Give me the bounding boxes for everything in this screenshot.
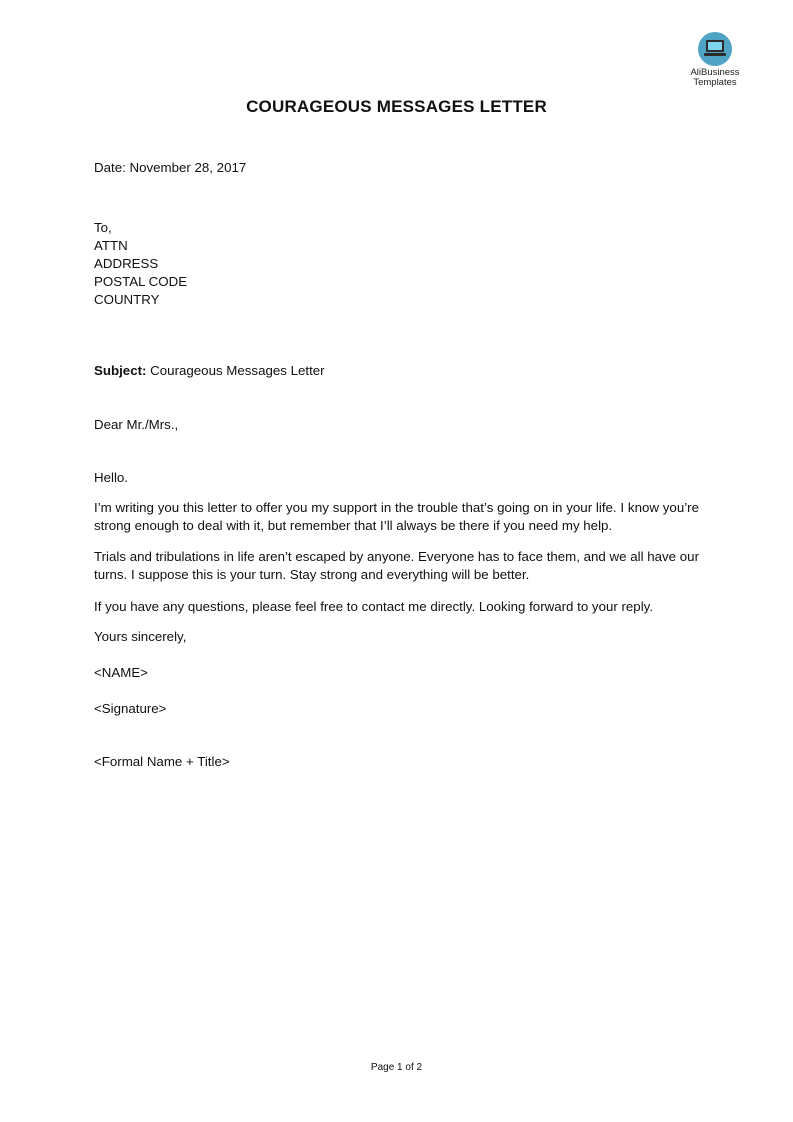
greeting: Hello. xyxy=(94,470,128,485)
recipient-postal-code: POSTAL CODE xyxy=(94,274,188,289)
body-paragraph: If you have any questions, please feel free to contact me directly. Looking forward to your reply. xyxy=(94,599,654,614)
logo-line-1: AliBusiness xyxy=(690,67,740,78)
letter-date: Date: November 28, 2017 xyxy=(94,160,247,175)
recipient-address: ADDRESS xyxy=(94,256,159,271)
logo-line-2: Templates xyxy=(693,77,737,88)
recipient-country: COUNTRY xyxy=(94,292,160,307)
salutation: Dear Mr./Mrs., xyxy=(94,417,179,432)
page-number: Page 1 of 2 xyxy=(370,1062,423,1073)
subject-label: Subject: xyxy=(94,363,147,378)
subject-line xyxy=(94,362,325,380)
letter-title: COURAGEOUS MESSAGES LETTER xyxy=(246,97,547,116)
recipient-to: To, xyxy=(94,220,112,235)
logo-text xyxy=(682,68,748,88)
formal-name-placeholder: <Formal Name + Title> xyxy=(94,754,230,769)
laptop-icon xyxy=(698,32,732,66)
body-paragraph: Trials and tribulations in life aren’t escaped by anyone. Everyone has to face them, and we all have our turns. I suppose this is your turn. Stay strong and everything will be better. xyxy=(94,549,699,582)
recipient-attn: ATTN xyxy=(94,238,128,253)
name-placeholder: <NAME> xyxy=(94,665,148,680)
alibusiness-logo xyxy=(682,32,748,88)
signature-placeholder: <Signature> xyxy=(94,701,167,716)
closing: Yours sincerely, xyxy=(94,629,187,644)
subject-value: Courageous Messages Letter xyxy=(150,363,325,378)
body-paragraph: I’m writing you this letter to offer you my support in the trouble that’s going on in your life. I know you’re strong enough to deal with it, but remember that I’ll always be there if you need my help. xyxy=(94,500,699,533)
